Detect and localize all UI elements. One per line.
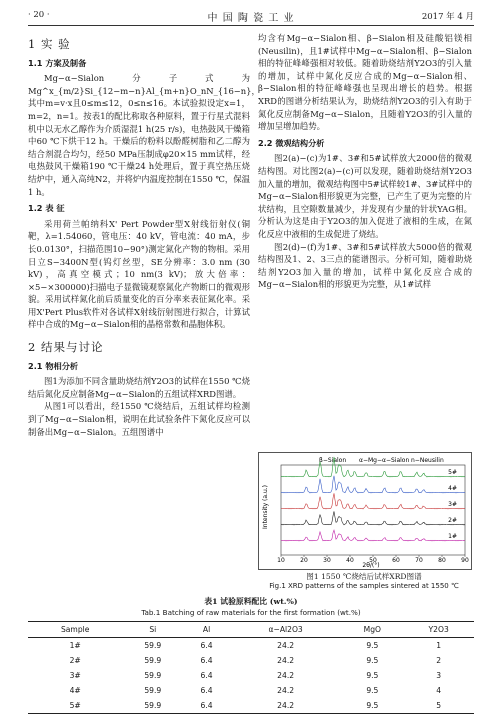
table-row bbox=[28, 653, 474, 668]
x-tick-label: 80 bbox=[438, 557, 446, 564]
x-tick-label: 40 bbox=[346, 557, 354, 564]
table-cell: 2# bbox=[69, 656, 81, 665]
x-tick-label: 30 bbox=[323, 557, 331, 564]
x-tick-label: 50 bbox=[369, 557, 377, 564]
plot-frame bbox=[281, 465, 465, 555]
y-axis-label: Intensity (a.u.) bbox=[262, 485, 269, 529]
table-cell: 6.4 bbox=[200, 686, 213, 695]
table-cell: 59.9 bbox=[144, 701, 162, 710]
paragraph: 图2(d)−(f)为1#、3#和5#试样放大5000倍的微观结构图及1、2、3三点的能谱图示。分析可知，随着助烧结剂Y2O3加入量的增加，试样中氮化反应合成的Mg−α−Sialon相的形貌更为完整，从1#试样 bbox=[258, 241, 472, 290]
table-cell: 6.4 bbox=[200, 671, 213, 680]
subsection-heading: 1.2 表 征 bbox=[28, 203, 65, 214]
paragraph: 从图1可以看出，经1550 ℃烧结后，五组试样均检测到了Mg−α−Sialon相，说明在此试验条件下氮化反应可以制备出Mg−α−Sialon。五组图谱中 bbox=[28, 401, 250, 437]
paragraph: 图1为添加不同含量助烧结剂Y2O3的试样在1550 ℃烧结后氮化反应制备Mg−α−Sialon的五组试样XRD图谱。 bbox=[28, 376, 250, 399]
legend-neusilin: n−Neusilin bbox=[411, 457, 444, 464]
x-tick-label: 60 bbox=[392, 557, 400, 564]
table-cell: 9.5 bbox=[366, 656, 379, 665]
x-tick-label: 90 bbox=[461, 557, 469, 564]
table-header-cell: Sample bbox=[60, 625, 90, 634]
xrd-figure bbox=[258, 452, 472, 570]
table-cell: 3 bbox=[436, 671, 442, 680]
x-tick-label: 70 bbox=[415, 557, 423, 564]
legend-beta: β−Sialon bbox=[319, 457, 347, 464]
xrd-trace-4 bbox=[281, 476, 465, 493]
figure-caption-en: Fig.1 XRD patterns of the samples sintered at 1550 ℃ bbox=[269, 582, 459, 590]
table-cell: 1 bbox=[436, 641, 442, 650]
table-cell: 9.5 bbox=[366, 641, 379, 650]
table-cell: 59.9 bbox=[144, 671, 162, 680]
paragraph: 采用荷兰帕纳科X' Pert Powder型X射线衍射仪(铜靶，λ=1.54060，管电压：40 kV，管电流：40 mA，步长0.0130°，扫描范围10−90°)测定氮化产物的物相。采用日立S−3400N型(钨灯丝型，SE分辨率：3.0 nm (30 kV)，高真空模式；10 nm(3 kV)；放大倍率：×5−×300000)扫描电子显微镜观察氮化产物断口的微观形貌。采用试样氮化前后质量变化的百分率来表征氮化率。采用X'Pert Plus软件对各试样X射线衍射图进行拟合，计算试样中合成的Mg−α−Sialon相的晶格常数和晶胞体积。 bbox=[28, 218, 250, 330]
table-row bbox=[28, 638, 474, 654]
table-cell: 3# bbox=[69, 671, 81, 680]
table-title-cn: 表1 试验原料配比 (wt.%) bbox=[204, 597, 298, 606]
paragraph: Mg−α−Sialon分子式为Mg^x_{m/2}Si_{12−m−n}Al_{m+n}O_nN_{16−n}，其中m=v·x且0≤m≤12，0≤n≤16。本试验拟设定x=1，m=2，n=1。按表1的配比称取各种原料，置于行星式混料机中以无水乙醇作为介质湿混1 h(25 r/s)，电热鼓风干燥箱中60 ℃下烘干12 h。干燥后的粉料以酚醛树脂和乙二醇为结合剂混合均匀，经50 MPa压制成φ20×15 mm试样，经电热鼓风干燥箱190 ℃干燥24 h处理后，置于真空热压烧结炉中，通入高纯N2，并将炉内温度控制在1550 ℃，保温1 h。 bbox=[28, 73, 260, 197]
xrd-trace-2 bbox=[281, 511, 465, 525]
table-cell: 9.5 bbox=[366, 686, 379, 695]
issue-date: 2017 年 4 月 bbox=[421, 12, 474, 22]
table-row bbox=[28, 683, 474, 698]
table-cell: 59.9 bbox=[144, 686, 162, 695]
table-row bbox=[28, 698, 474, 714]
batching-table bbox=[28, 621, 474, 714]
table-cell: 59.9 bbox=[144, 641, 162, 650]
table-header-cell: Si bbox=[149, 625, 157, 634]
x-tick-label: 20 bbox=[300, 557, 308, 564]
header-rule bbox=[28, 25, 474, 26]
table-cell: 4# bbox=[69, 686, 81, 695]
series-label: 5# bbox=[448, 469, 457, 476]
table-cell: 6.4 bbox=[200, 701, 213, 710]
table-cell: 24.2 bbox=[277, 686, 295, 695]
table-header-cell: α−Al2O3 bbox=[268, 625, 303, 634]
table-cell: 1# bbox=[69, 641, 81, 650]
paragraph: 均含有Mg−α−Sialon相、β−Sialon相及硅酸铝镁相(Neusilin)，且1#试样中Mg−α−Sialon相、β−Sialon相的特征峰峰强相对较低。随着助烧结剂Y2O3的引入量的增加，试样中氮化反应合成的Mg−α−Sialon相、β−Sialon相的特征峰峰强也呈现出增长的趋势。根据XRD的图谱分析结果认为，助烧结剂Y2O3的引入有助于氮化反应制备Mg−α−Sialon，且随着Y2O3的引入量的增加呈增加趋势。 bbox=[258, 33, 472, 132]
right-column bbox=[258, 32, 472, 291]
table-cell: 24.2 bbox=[277, 641, 295, 650]
table-cell: 4 bbox=[436, 686, 442, 695]
series-label: 2# bbox=[448, 517, 457, 524]
batching-table-wrap bbox=[28, 596, 474, 714]
table-cell: 9.5 bbox=[366, 671, 379, 680]
page-header bbox=[28, 8, 474, 24]
table-header-cell: Al bbox=[202, 625, 211, 634]
table-cell: 5 bbox=[436, 701, 442, 710]
table-cell: 24.2 bbox=[277, 671, 295, 680]
table-title-en: Tab.1 Batching of raw materials for the first formation (wt.%) bbox=[141, 608, 361, 617]
xrd-plot bbox=[259, 453, 471, 569]
x-axis-label: 2θ/(°) bbox=[362, 562, 380, 569]
table-header-cell: Y2O3 bbox=[428, 625, 449, 634]
xrd-trace-3 bbox=[281, 493, 465, 509]
xrd-trace-1 bbox=[281, 530, 465, 541]
table-cell: 9.5 bbox=[366, 701, 379, 710]
subsection-heading: 2.2 微观结构分析 bbox=[258, 137, 325, 148]
table-cell: 59.9 bbox=[144, 656, 162, 665]
page-number: · 20 · bbox=[28, 10, 50, 20]
figure-caption-cn: 图1 1550 ℃烧结后试样XRD图谱 bbox=[306, 572, 422, 581]
paragraph: 图2(a)−(c)为1#、3#和5#试样放大2000倍的微观结构图。对比图2(a)−(c)可以发现，随着助烧结剂Y2O3加入量的增加，微观结构图中5#试样较1#、3#试样中的Mg−α−Sialon相形貌更为完整，已产生了更为完整的片状结构，且空隙数量减少，并发现有少量的针状YAG相。分析认为这是由于Y2O3的加入促进了液相的生成，在氮化反应中液相的生成促进了烧结。 bbox=[258, 153, 472, 239]
legend-alpha: α−Mg−α−Sialon bbox=[359, 457, 410, 464]
series-label: 3# bbox=[448, 501, 457, 508]
table-cell: 24.2 bbox=[277, 701, 295, 710]
table-cell: 5# bbox=[69, 701, 81, 710]
journal-title: 中 国 陶 瓷 工 业 bbox=[207, 13, 295, 24]
left-column bbox=[28, 32, 260, 438]
section-heading: 1 实 验 bbox=[28, 37, 71, 51]
subsection-heading: 1.1 方案及制备 bbox=[28, 57, 87, 68]
series-label: 1# bbox=[448, 533, 457, 540]
series-label: 4# bbox=[448, 485, 457, 492]
table-header-cell: MgO bbox=[363, 625, 382, 634]
table-row bbox=[28, 668, 474, 683]
table-cell: 6.4 bbox=[200, 641, 213, 650]
section-heading: 2 结果与讨论 bbox=[28, 340, 104, 355]
table-cell: 6.4 bbox=[200, 656, 213, 665]
x-tick-label: 10 bbox=[277, 557, 285, 564]
subsection-heading: 2.1 物相分析 bbox=[28, 360, 79, 371]
table-cell: 2 bbox=[436, 656, 442, 665]
table-cell: 24.2 bbox=[277, 656, 295, 665]
